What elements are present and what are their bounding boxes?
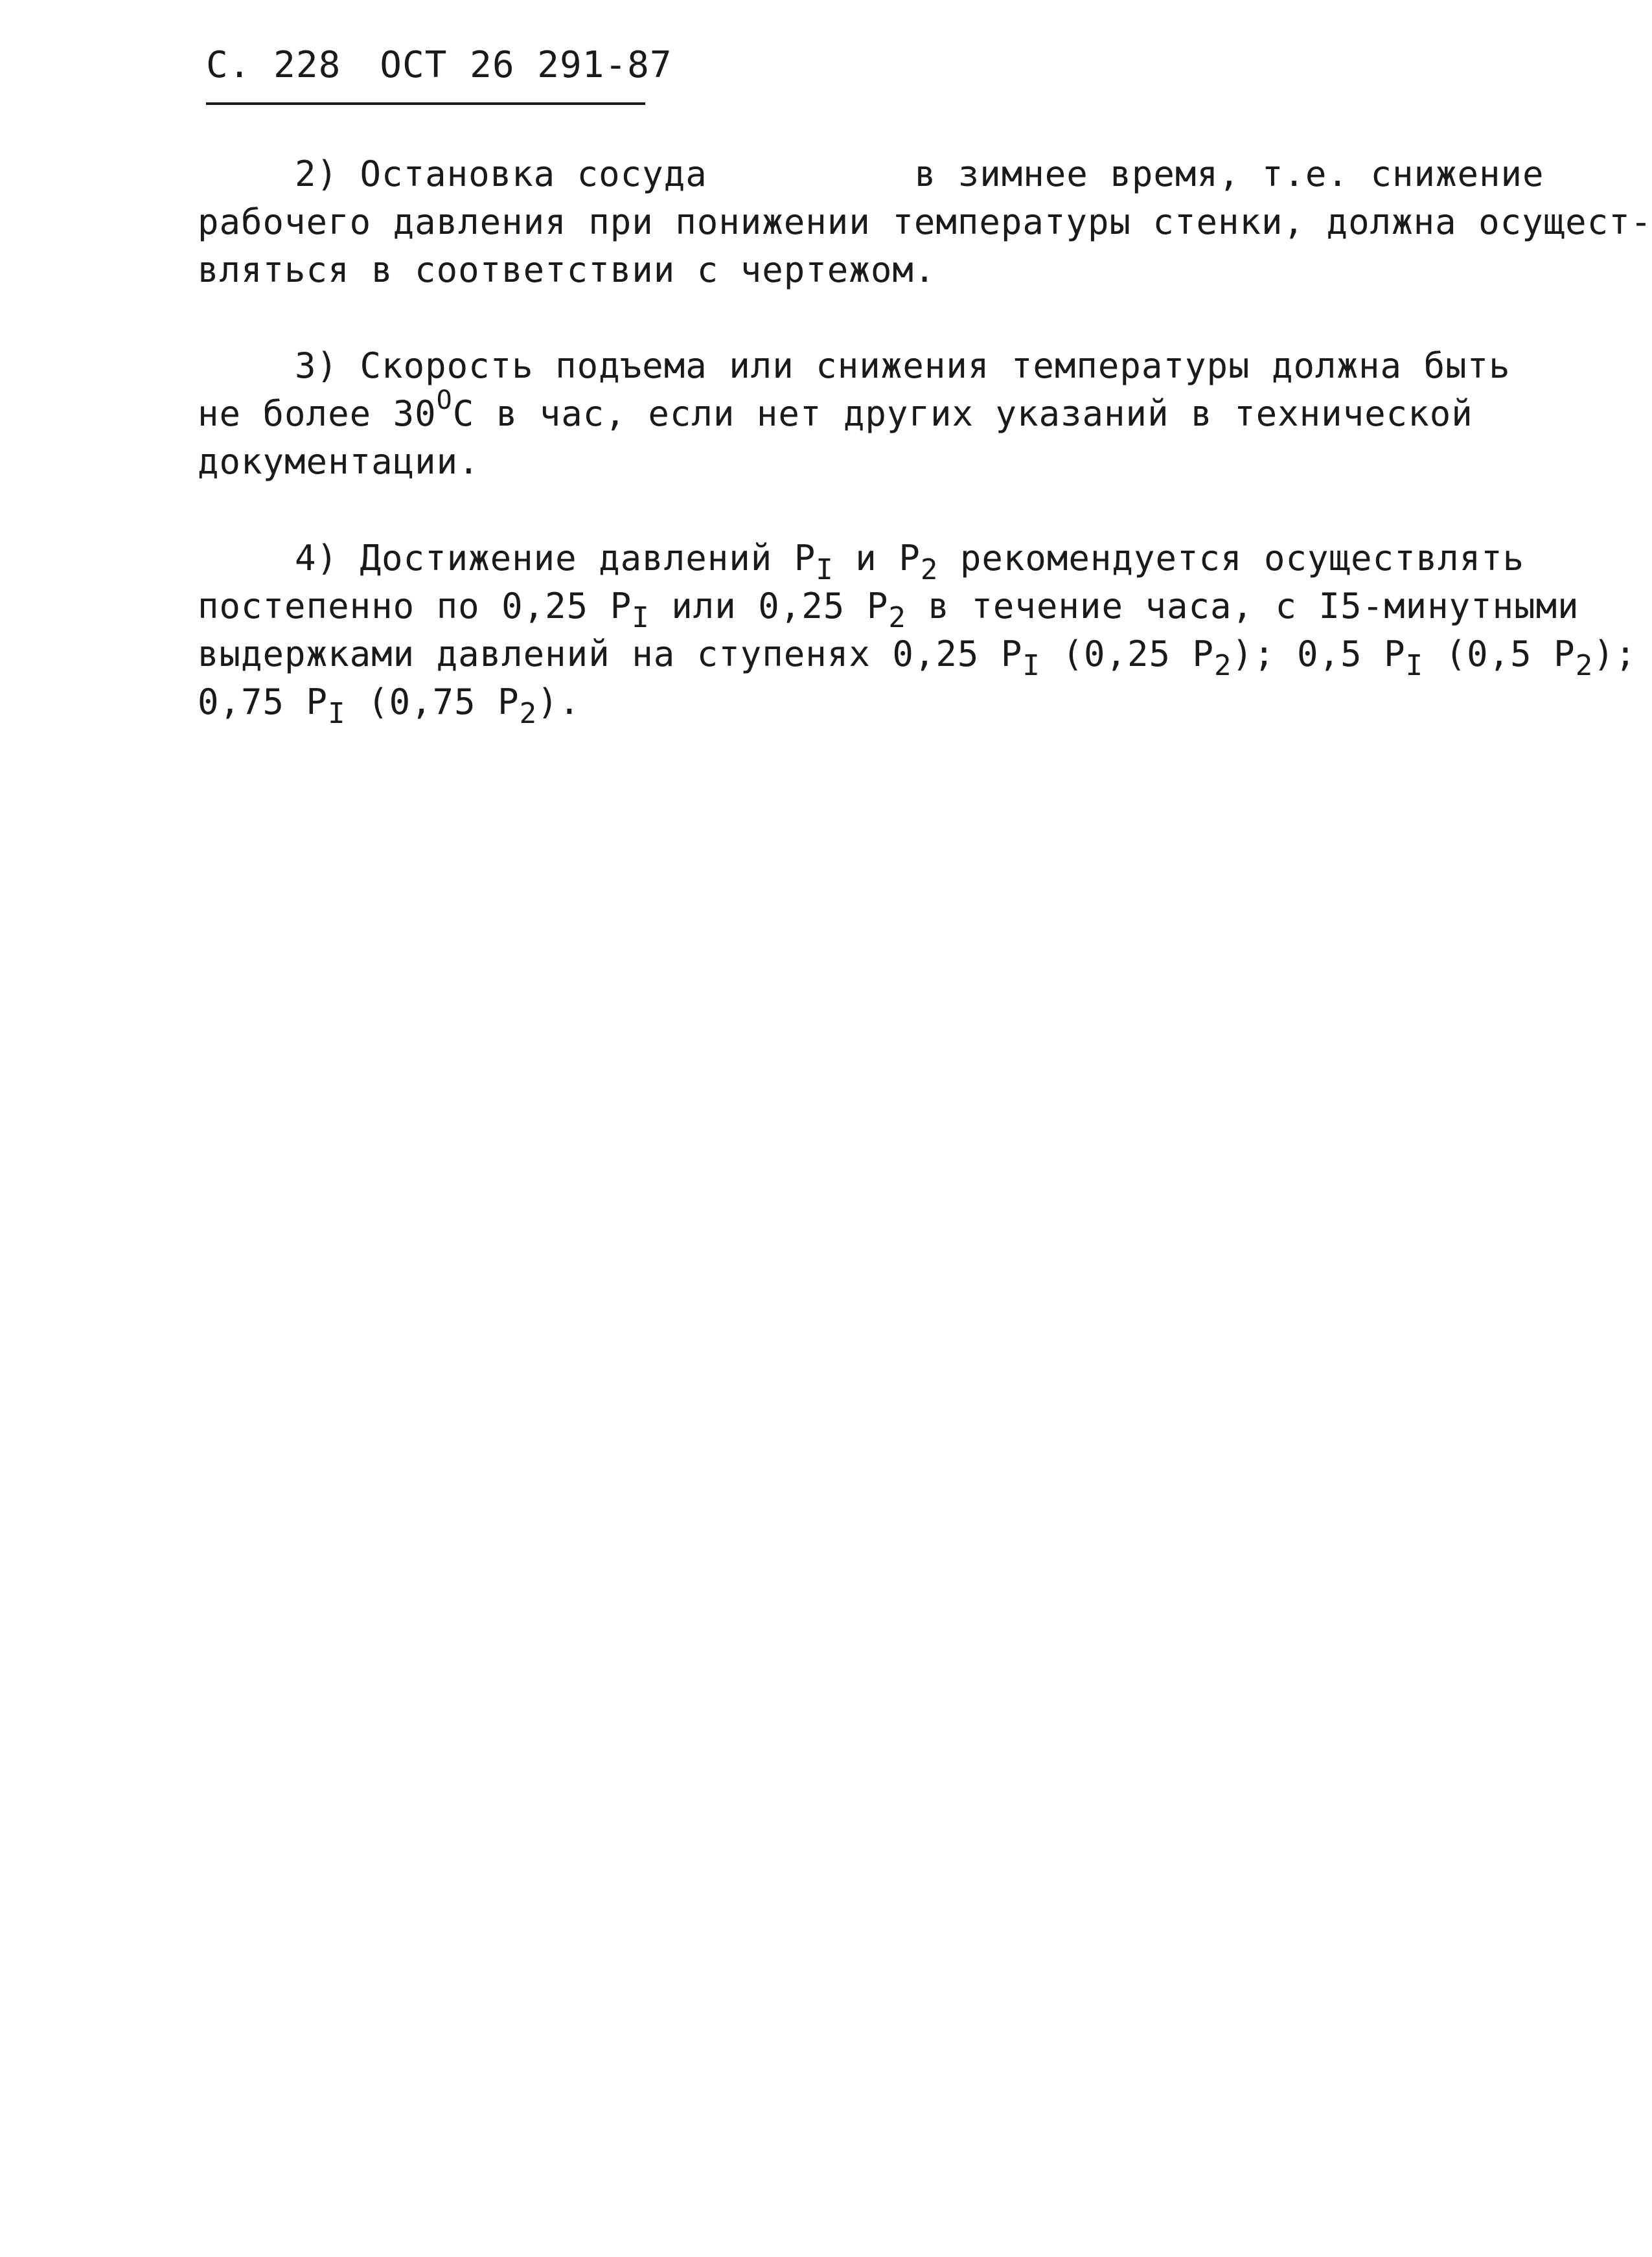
paragraph-line: 4) Достижение давлений $Р_I$ и $Р_2$ рекомендуется осуществлять — [295, 538, 1525, 586]
paragraph-number: 3) — [295, 345, 339, 386]
paragraph-line: выдержками давлений на ступенях 0,25 $Р_I$ (0,25 $Р_2$); 0,5 $Р_I$ (0,5 $Р_2$); — [198, 634, 1637, 682]
degree-symbol: O — [436, 385, 453, 415]
paragraph-number: 2) — [295, 154, 339, 194]
header-underline — [206, 102, 645, 105]
paragraph-4 — [198, 534, 1637, 730]
paragraph-line: 2) Остановка сосуда в зимнее время, т.е. снижение — [295, 154, 1544, 194]
standard-code: ОСТ 26 291-87 — [380, 44, 672, 86]
paragraph-line: документации. — [198, 441, 480, 482]
page-number: С. 228 — [206, 44, 341, 86]
paragraph-3 — [198, 342, 1558, 486]
paragraph-line: не более $30^OС$ в час, если нет других указаний в технической — [198, 385, 1473, 434]
paragraph-2 — [198, 150, 1652, 294]
paragraph-line: 3) Скорость подъема или снижения температуры должна быть — [295, 345, 1511, 386]
paragraph-line: вляться в соответствии с чертежом. — [198, 249, 936, 290]
paragraph-line: постепенно по 0,25 $Р_I$ или 0,25 $Р_2$ в течение часа, с I5-минутными — [198, 586, 1579, 634]
paragraph-line: 0,75 $Р_I$ (0,75 $Р_2$). — [198, 682, 581, 730]
paragraph-line: рабочего давления при понижении температуры стенки, должна осущест- — [198, 201, 1652, 242]
paragraph-number: 4) — [295, 538, 339, 579]
page-header — [206, 44, 672, 86]
